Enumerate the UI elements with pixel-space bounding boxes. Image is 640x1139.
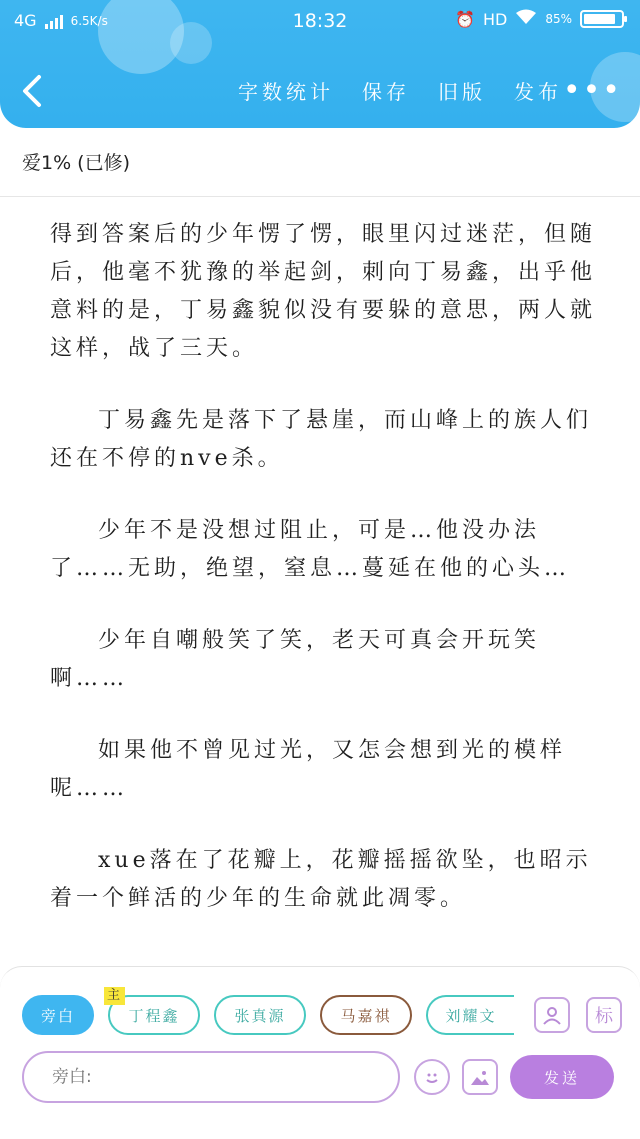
role-liu[interactable]: [426, 995, 514, 1035]
send-button[interactable]: 发送: [510, 1055, 614, 1099]
hd-label: HD: [482, 9, 508, 29]
battery-icon: [580, 10, 624, 28]
role-label: 旁白: [40, 1006, 75, 1025]
role-selector: [22, 988, 514, 1035]
composer-panel: [0, 966, 640, 1139]
emoji-icon[interactable]: [414, 1059, 450, 1095]
role-ma[interactable]: [320, 995, 412, 1035]
divider: [0, 196, 640, 197]
old-version-button[interactable]: 旧版: [438, 80, 486, 104]
chapter-title: 爱1% (已修): [22, 152, 131, 174]
role-ding[interactable]: [107, 988, 200, 1035]
paragraph: 丁易鑫先是落下了悬崖，而山峰上的族人们还在不停的nve杀。: [50, 408, 593, 471]
story-content: [50, 216, 598, 952]
paragraph: 少年自嘲般笑了笑，老天可真会开玩笑啊……: [50, 628, 541, 691]
role-label: 刘耀文: [445, 1006, 497, 1025]
network-speed: 6.5K/s: [70, 13, 108, 28]
status-time: 18:32: [292, 10, 348, 32]
top-header: [0, 0, 640, 128]
character-icon[interactable]: [534, 997, 570, 1033]
role-zhang[interactable]: [214, 995, 306, 1035]
tag-label: 标: [595, 1006, 613, 1027]
role-label: 张真源: [234, 1006, 286, 1025]
word-count-button[interactable]: 字数统计: [238, 80, 334, 104]
tag-button[interactable]: [586, 997, 622, 1033]
role-narrator[interactable]: [22, 995, 94, 1035]
paragraph: xue落在了花瓣上，花瓣摇摇欲坠，也昭示着一个鲜活的少年的生命就此凋零。: [50, 848, 592, 911]
image-icon[interactable]: [462, 1059, 498, 1095]
main-badge: 主: [104, 987, 125, 1005]
paragraph: 得到答案后的少年愣了愣，眼里闪过迷茫，但随后，他毫不犹豫的举起剑，刺向丁易鑫，出乎他意料的是，丁易鑫貌似没有要躲的意思，两人就这样，战了三天。: [50, 222, 597, 361]
header-actions: [238, 76, 562, 105]
status-bar: [0, 0, 640, 44]
battery-percent: 85%: [545, 12, 572, 26]
publish-button[interactable]: 发布: [514, 80, 562, 104]
network-label: 4G: [14, 11, 37, 30]
role-label: 丁程鑫: [128, 1006, 180, 1025]
paragraph: 少年不是没想过阻止，可是…他没办法了……无助，绝望，窒息…蔓延在他的心头…: [50, 518, 571, 581]
role-label: 马嘉祺: [340, 1006, 392, 1025]
input-row: [22, 1051, 622, 1103]
wifi-icon: [515, 9, 537, 29]
message-input[interactable]: [22, 1051, 400, 1103]
status-right: [455, 9, 624, 29]
back-button[interactable]: [20, 74, 50, 110]
alarm-icon: ⏰: [455, 9, 475, 29]
paragraph: 如果他不曾见过光，又怎会想到光的模样呢……: [50, 738, 567, 801]
chevron-left-icon: [20, 74, 44, 108]
save-button[interactable]: 保存: [362, 80, 410, 104]
more-icon[interactable]: •••: [562, 73, 622, 108]
